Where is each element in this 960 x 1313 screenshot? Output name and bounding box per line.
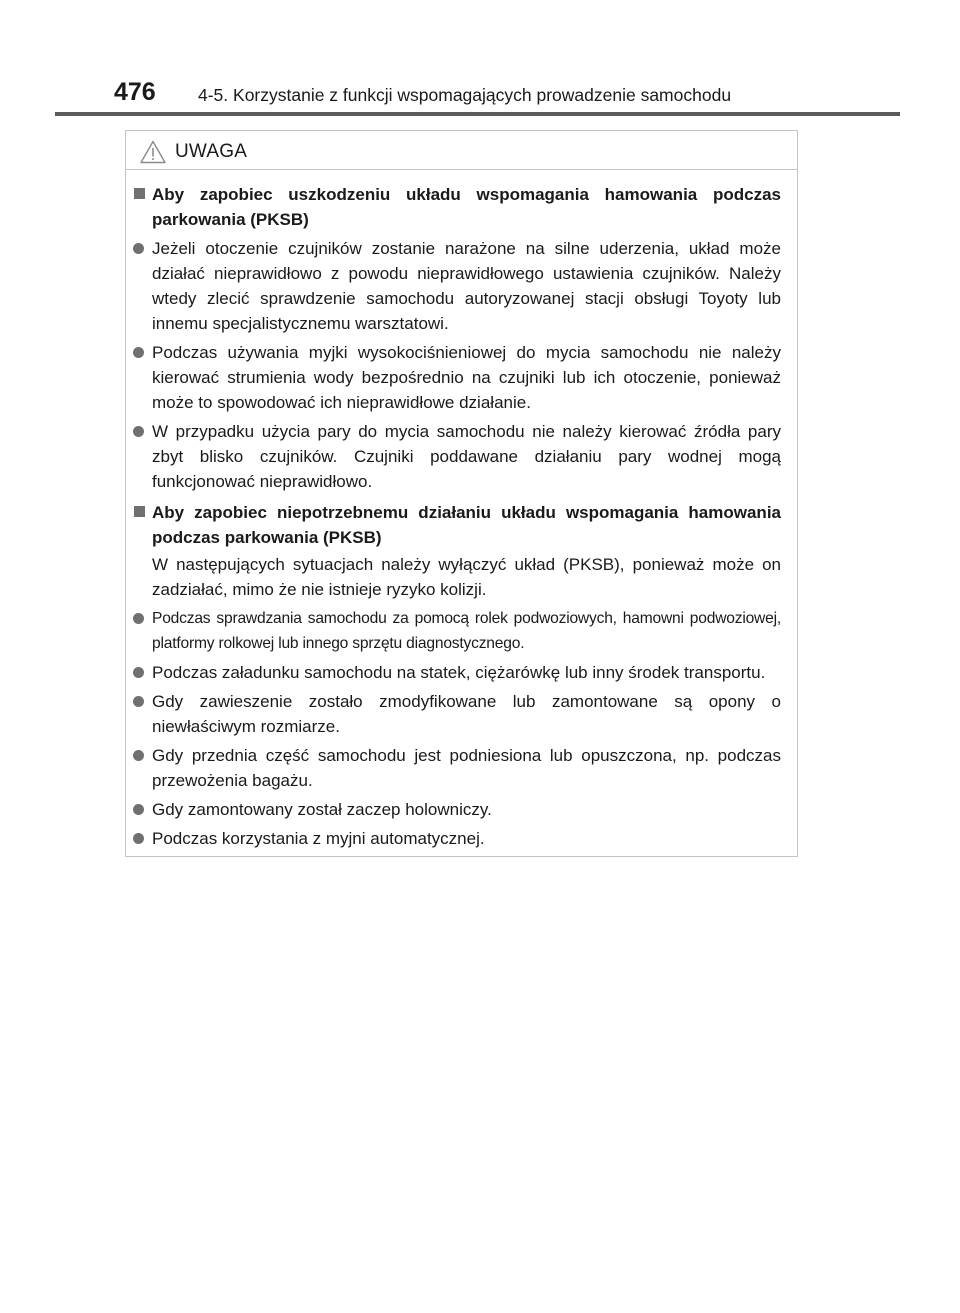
list-item [132, 660, 781, 685]
round-bullet-icon [133, 750, 144, 761]
square-bullet-icon [134, 188, 145, 199]
list-item-text: Gdy przednia część samochodu jest podniesiona lub opuszczona, np. podczas przewożenia bagażu. [152, 746, 781, 790]
header-rule [55, 112, 900, 116]
round-bullet-icon [133, 347, 144, 358]
list-item-text: Podczas sprawdzania samochodu za pomocą rolek podwoziowych, hamowni podwoziowej, platformy rolkowej lub innego sprzętu diagnostycznego. [152, 610, 781, 652]
warning-title: UWAGA [175, 141, 248, 162]
round-bullet-icon [133, 804, 144, 815]
list-item [132, 236, 781, 336]
warning-section [132, 182, 781, 232]
warning-triangle-icon [140, 140, 166, 164]
list-item [132, 340, 781, 415]
list-item-text: W przypadku użycia pary do mycia samochodu nie należy kierować źródła pary zbyt blisko czujników. Czujniki poddawane działaniu pary wodnej mogą funkcjonować nieprawidłowo. [152, 422, 781, 491]
page-number: 476 [114, 78, 156, 106]
round-bullet-icon [133, 833, 144, 844]
list-item [132, 606, 781, 656]
round-bullet-icon [133, 696, 144, 707]
list-item-text: Gdy zamontowany został zaczep holowniczy. [152, 800, 492, 819]
section-title: 4-5. Korzystanie z funkcji wspomagających prowadzenie samochodu [198, 85, 732, 105]
section-heading: Aby zapobiec niepotrzebnemu działaniu układu wspomagania hamowania podczas parkowania (PKSB) [152, 503, 781, 547]
round-bullet-icon [133, 243, 144, 254]
round-bullet-icon [133, 667, 144, 678]
section-heading: Aby zapobiec uszkodzeniu układu wspomagania hamowania podczas parkowania (PKSB) [152, 185, 781, 229]
list-item [132, 826, 781, 851]
list-item [132, 419, 781, 494]
list-item-text: Gdy zawieszenie zostało zmodyfikowane lub zamontowane są opony o niewłaściwym rozmiarze. [152, 692, 781, 736]
warning-section [132, 500, 781, 602]
square-bullet-icon [134, 506, 145, 517]
list-item [132, 689, 781, 739]
page-header [0, 0, 960, 118]
warning-content [126, 170, 797, 851]
list-item [132, 797, 781, 822]
warning-box [125, 130, 798, 857]
list-item-text: Podczas korzystania z myjni automatycznej. [152, 829, 485, 848]
list-item [132, 743, 781, 793]
list-item-text: Podczas używania myjki wysokociśnieniowej do mycia samochodu nie należy kierować strumienia wody bezpośrednio na czujniki lub ich otoczenie, ponieważ może to spowodować ich nieprawidłowe działanie. [152, 343, 781, 412]
warning-header [126, 131, 797, 170]
round-bullet-icon [133, 613, 144, 624]
round-bullet-icon [133, 426, 144, 437]
list-item-text: Jeżeli otoczenie czujników zostanie narażone na silne uderzenia, układ może działać nieprawidłowo z powodu nieprawidłowego ustawienia czujników. Należy wtedy zlecić sprawdzenie samochodu autoryzowanej stacji obsługi Toyoty lub innemu specjalistycznemu warsztatowi. [152, 239, 781, 333]
list-item-text: Podczas załadunku samochodu na statek, ciężarówkę lub inny środek transportu. [152, 663, 766, 682]
section-intro: W następujących sytuacjach należy wyłączyć układ (PKSB), ponieważ może on zadziałać, mimo że nie istnieje ryzyko kolizji. [152, 555, 781, 599]
